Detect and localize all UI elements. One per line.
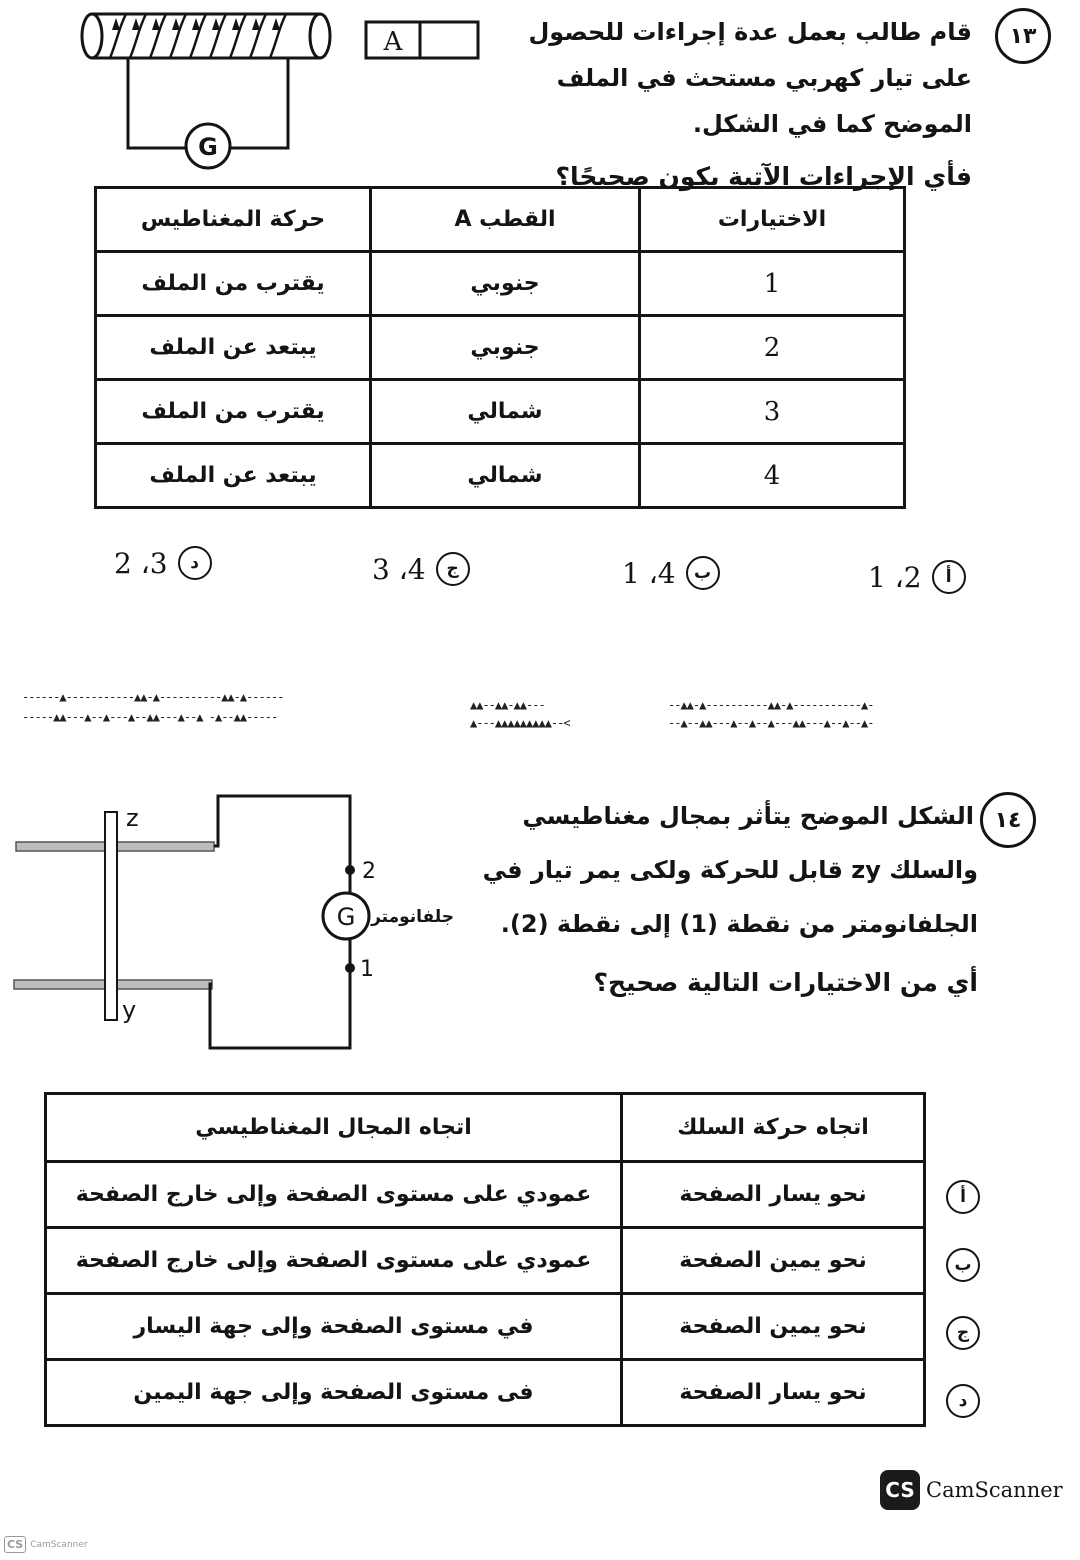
pole-cell: جنوبي — [371, 252, 640, 316]
motion-cell: يقترب من الملف — [96, 252, 371, 316]
point-1-icon — [345, 963, 355, 973]
motion-cell: نحو يمين الصفحة — [622, 1294, 925, 1360]
galvanometer-icon — [186, 124, 230, 168]
z-label: z — [126, 804, 139, 832]
field-cell: عمودي على مستوى الصفحة وإلى خارج الصفحة — [46, 1228, 622, 1294]
choice-number: 3 — [640, 380, 905, 444]
q13-line-2: على تيار كهربي مستحث في الملف — [556, 64, 972, 92]
choice-number: 4 — [640, 444, 905, 508]
table-row — [96, 252, 905, 316]
q13-option-b[interactable] — [622, 556, 720, 590]
q14-option-b[interactable]: ب — [946, 1248, 980, 1282]
galvanometer-label: G — [336, 903, 356, 931]
galvanometer-icon — [323, 893, 369, 939]
question-14-number: ١٤ — [980, 792, 1036, 848]
q13-header-pole: القطب A — [371, 188, 640, 252]
pole-cell: شمالي — [371, 380, 640, 444]
pole-cell: جنوبي — [371, 316, 640, 380]
q13-option-d[interactable] — [114, 546, 212, 580]
magnet-icon — [366, 22, 478, 58]
camscanner-text: CamScanner — [926, 1478, 1063, 1502]
q14-option-c[interactable]: ج — [946, 1316, 980, 1350]
movable-wire-icon — [105, 812, 117, 1020]
q13-header-motion: حركة المغناطيس — [96, 188, 371, 252]
q13-line-3: الموضح كما في الشكل. — [692, 110, 972, 138]
option-letter-icon: د — [178, 546, 212, 580]
galvanometer-label: G — [198, 133, 218, 161]
point-2-icon — [345, 865, 355, 875]
table-row — [96, 380, 905, 444]
q14-header-motion: اتجاه حركة السلك — [622, 1094, 925, 1162]
q13-header-choices: الاختيارات — [640, 188, 905, 252]
table-row — [46, 1294, 925, 1360]
motion-cell: يبتعد عن الملف — [96, 444, 371, 508]
option-text: 4، 1 — [622, 556, 676, 590]
field-cell: عمودي على مستوى الصفحة وإلى خارج الصفحة — [46, 1162, 622, 1228]
camscanner-small-watermark — [4, 1536, 88, 1553]
q14-table — [44, 1092, 926, 1427]
pole-cell: شمالي — [371, 444, 640, 508]
q14-line-1: الشكل الموضح يتأثر بمجال مغناطيسي — [522, 802, 974, 830]
question-13-number: ١٣ — [995, 8, 1051, 64]
motion-cell: نحو يسار الصفحة — [622, 1162, 925, 1228]
q14-option-d[interactable]: د — [946, 1384, 980, 1418]
camscanner-small-logo: CS — [4, 1536, 26, 1553]
camscanner-logo: CS — [880, 1470, 920, 1510]
q14-question: أي من الاختيارات التالية صحيح؟ — [593, 968, 978, 997]
q13-option-c[interactable] — [372, 552, 470, 586]
q14-header-field: اتجاه المجال المغناطيسي — [46, 1094, 622, 1162]
q14-line-3: الجلفانومتر من نقطة (1) إلى نقطة (2). — [500, 910, 978, 938]
motion-cell: يبتعد عن الملف — [96, 316, 371, 380]
motion-cell: نحو يسار الصفحة — [622, 1360, 925, 1426]
option-letter-icon: ج — [436, 552, 470, 586]
option-text: 3، 2 — [114, 546, 168, 580]
coil-icon — [82, 14, 330, 58]
motion-cell: يقترب من الملف — [96, 380, 371, 444]
pole-a-label: A — [383, 27, 403, 57]
galvanometer-name: جلفانومتر — [371, 907, 454, 927]
q13-option-a[interactable] — [868, 560, 966, 594]
q13-question: فأي الإجراءات الآتية يكون صحيحًا؟ — [555, 162, 972, 191]
option-letter-icon: أ — [932, 560, 966, 594]
rail-circuit-figure — [10, 790, 480, 1060]
option-text: 2، 1 — [868, 560, 922, 594]
option-text: 4، 3 — [372, 552, 426, 586]
choice-number: 1 — [640, 252, 905, 316]
y-label: y — [122, 996, 137, 1024]
point-2-label: 2 — [362, 859, 376, 884]
field-cell: فى مستوى الصفحة وإلى جهة اليمين — [46, 1360, 622, 1426]
option-letter-icon: ب — [686, 556, 720, 590]
point-1-label: 1 — [360, 957, 374, 982]
q14-option-a[interactable]: أ — [946, 1180, 980, 1214]
table-row — [96, 316, 905, 380]
field-cell: في مستوى الصفحة وإلى جهة اليسار — [46, 1294, 622, 1360]
table-row — [46, 1360, 925, 1426]
table-row — [46, 1162, 925, 1228]
table-row — [96, 444, 905, 508]
q14-line-2: والسلك zy قابل للحركة ولكى يمر تيار في — [482, 856, 978, 884]
table-row — [46, 1228, 925, 1294]
coil-circuit-figure — [70, 0, 490, 180]
camscanner-small-text: CamScanner — [30, 1539, 88, 1550]
motion-cell: نحو يمين الصفحة — [622, 1228, 925, 1294]
choice-number: 2 — [640, 316, 905, 380]
q13-line-1: قام طالب بعمل عدة إجراءات للحصول — [528, 18, 972, 46]
q13-table — [94, 186, 906, 509]
camscanner-watermark — [880, 1470, 1063, 1510]
